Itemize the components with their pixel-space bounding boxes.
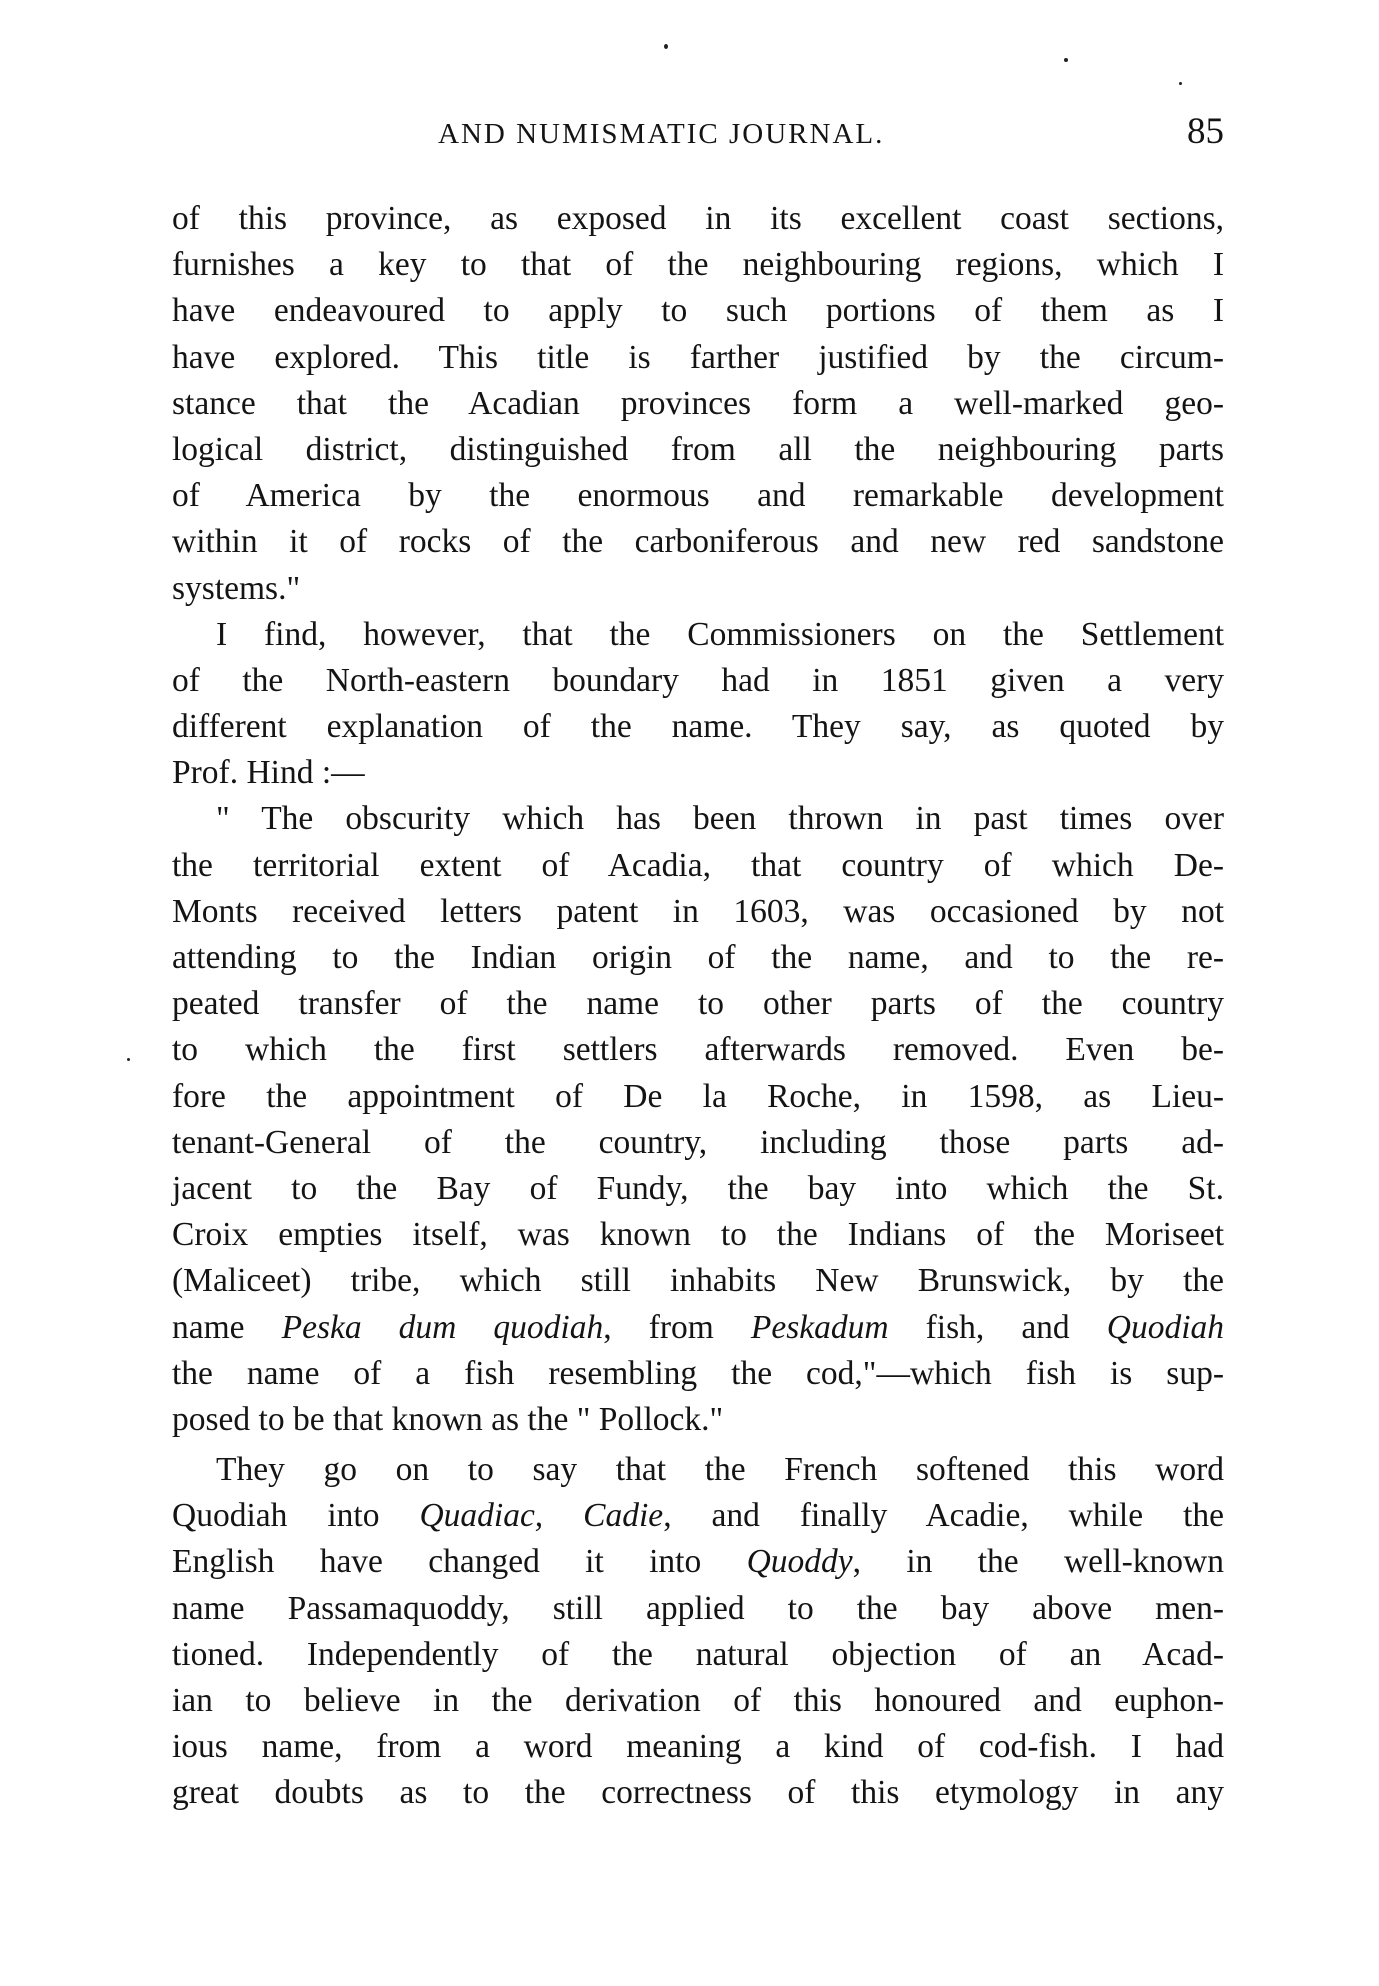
body-text xyxy=(172,196,1224,1817)
text-line: have explored. This title is farther justified by the circum- xyxy=(172,338,1224,376)
scan-speck xyxy=(1179,82,1182,85)
scan-speck xyxy=(1064,58,1068,62)
text-line: name Passamaquoddy, still applied to the bay above men- xyxy=(172,1589,1224,1627)
italic-term: Quoddy xyxy=(746,1543,853,1581)
italic-term: Quodiah xyxy=(1106,1308,1224,1346)
text-line-with-italics xyxy=(172,1539,1224,1585)
text-line: posed to be that known as the " Pollock." xyxy=(172,1400,724,1438)
page-number: 85 xyxy=(1187,111,1224,152)
text-line: of the North-eastern boundary had in 1851 given a very xyxy=(172,661,1224,699)
text-line: furnishes a key to that of the neighbouring regions, which I xyxy=(172,246,1224,284)
scan-speck xyxy=(664,44,668,49)
scan-speck xyxy=(127,1058,130,1061)
text-line: to which the first settlers afterwards removed. Even be- xyxy=(172,1031,1224,1069)
text-line: systems." xyxy=(172,569,301,607)
text-line: great doubts as to the correctness of this etymology in any xyxy=(172,1774,1224,1812)
text-line: have endeavoured to apply to such portions of them as I xyxy=(172,292,1224,330)
text-line: of America by the enormous and remarkable development xyxy=(172,477,1224,515)
text-line: tenant-General of the country, including those parts ad- xyxy=(172,1123,1224,1161)
text-line: jacent to the Bay of Fundy, the bay into which the St. xyxy=(172,1169,1224,1207)
italic-term: Peska dum quodiah xyxy=(281,1308,604,1346)
text-line: attending to the Indian origin of the name, and to the re- xyxy=(172,939,1224,976)
running-title: AND NUMISMATIC JOURNAL. xyxy=(438,118,885,150)
text-line: of this province, as exposed in its excellent coast sections, xyxy=(172,200,1224,237)
text-line: within it of rocks of the carboniferous and new red sandstone xyxy=(172,523,1224,561)
text-run: English have changed it into xyxy=(172,1543,747,1581)
italic-term: Peskadum xyxy=(750,1308,889,1346)
text-line: ious name, from a word meaning a kind of cod-fish. I had xyxy=(172,1728,1224,1766)
text-line: ian to believe in the derivation of this honoured and euphon- xyxy=(172,1682,1224,1719)
running-head xyxy=(172,111,1224,154)
text-run: , in the well-known xyxy=(852,1543,1224,1581)
text-run: fish, and xyxy=(888,1308,1107,1346)
text-run: , and finally Acadie, while the xyxy=(663,1497,1224,1535)
text-line: logical district, distinguished from all the neighbouring parts xyxy=(172,430,1224,468)
paragraph-start-line: They go on to say that the French softened this word xyxy=(216,1451,1224,1489)
text-line: fore the appointment of De la Roche, in 1598, as Lieu- xyxy=(172,1077,1224,1115)
text-run: , from xyxy=(603,1308,751,1346)
quote-start-line: " The obscurity which has been thrown in past times over xyxy=(216,800,1224,838)
text-line: (Maliceet) tribe, which still inhabits New Brunswick, by the xyxy=(172,1262,1224,1300)
paragraph-start-line: I find, however, that the Commissioners on the Settlement xyxy=(216,615,1224,653)
text-run: name xyxy=(172,1308,282,1346)
text-line: peated transfer of the name to other parts of the country xyxy=(172,985,1224,1023)
text-line: the name of a fish resembling the cod,"—which fish is sup- xyxy=(172,1354,1224,1392)
text-line: Prof. Hind :— xyxy=(172,754,365,792)
text-line: tioned. Independently of the natural objection of an Acad- xyxy=(172,1635,1224,1673)
text-line: Monts received letters patent in 1603, was occasioned by not xyxy=(172,892,1224,930)
text-line-with-italics xyxy=(172,1305,1224,1351)
text-line: stance that the Acadian provinces form a well-marked geo- xyxy=(172,384,1224,422)
text-line-with-italics xyxy=(172,1493,1224,1539)
italic-term: Quadiac, Cadie xyxy=(419,1497,664,1535)
text-line: Croix empties itself, was known to the Indians of the Moriseet xyxy=(172,1216,1224,1254)
text-run: Quodiah into xyxy=(172,1497,420,1535)
text-line: different explanation of the name. They say, as quoted by xyxy=(172,708,1224,746)
text-line: the territorial extent of Acadia, that country of which De- xyxy=(172,846,1224,884)
